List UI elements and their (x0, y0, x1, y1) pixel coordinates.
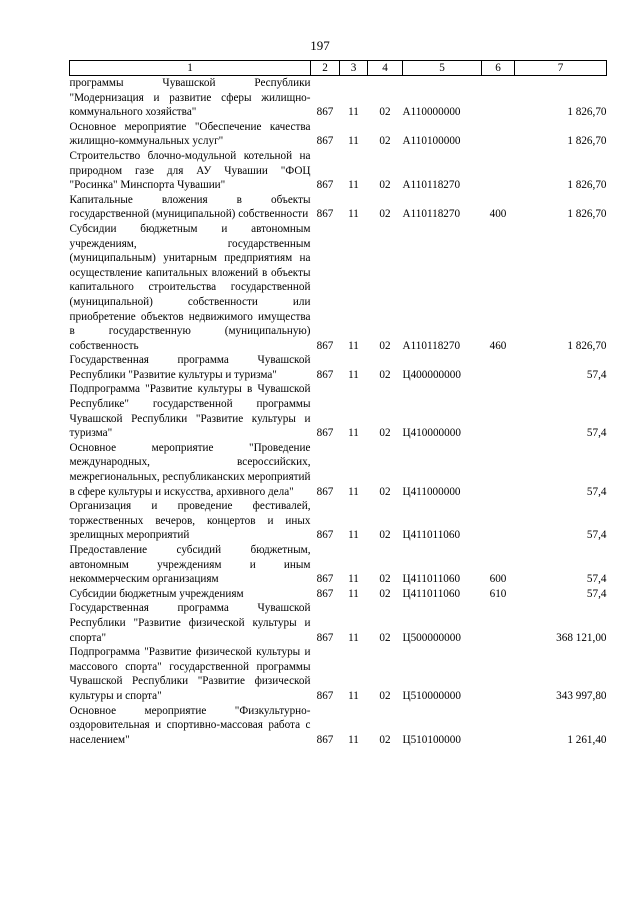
amount: 1 826,70 (567, 208, 607, 221)
item-description: Организация и проведение фестивалей, торжественных вечеров, концертов и иных зрелищных мероприятий (69, 500, 311, 542)
section-code: 11 (348, 208, 359, 221)
item-description: Государственная программа Чувашской Республики "Развитие культуры и туризма" (69, 354, 311, 381)
ministry-code: 867 (316, 587, 334, 600)
subsection-code: 02 (379, 733, 391, 746)
expense-type-code (482, 382, 515, 440)
subsection-code: 02 (379, 485, 391, 498)
item-description: программы Чувашской Республики "Модернизация и развитие сферы жилищно-коммунального хозяйства" (69, 77, 311, 119)
table-row (70, 441, 607, 499)
expense-type-code: 460 (489, 339, 507, 352)
subsection-code: 02 (379, 179, 391, 192)
ministry-code: 867 (316, 427, 334, 440)
subsection-code: 02 (379, 106, 391, 119)
column-header: 4 (368, 61, 403, 76)
section-code: 11 (348, 485, 359, 498)
item-description: Государственная программа Чувашской Республики "Развитие физической культуры и спорта" (69, 602, 311, 644)
ministry-code: 867 (316, 135, 334, 148)
item-description: Субсидии бюджетным учреждениям (69, 587, 244, 600)
section-code: 11 (348, 179, 359, 192)
subsection-code: 02 (379, 339, 391, 352)
section-code: 11 (348, 339, 359, 352)
section-code: 11 (348, 427, 359, 440)
item-description: Подпрограмма "Развитие культуры в Чувашской Республике" государственной программы Чувашской Республики "Развитие культуры и туризма" (69, 383, 311, 440)
target-article-code: Ц411011060 (402, 573, 461, 586)
subsection-code: 02 (379, 587, 391, 600)
item-description: Подпрограмма "Развитие физической культуры и массового спорта" государственной программы Чувашской Республики "Развитие физической культуры и спорта" (69, 646, 311, 702)
budget-table (69, 60, 607, 747)
item-description: Основное мероприятие "Обеспечение качества жилищно-коммунальных услуг" (69, 120, 311, 148)
ministry-code: 867 (316, 573, 334, 586)
amount: 57,4 (586, 485, 607, 498)
column-header: 7 (515, 61, 607, 76)
item-description: Субсидии бюджетным и автономным учреждениям, государственным (муниципальным) унитарным предприятиям на осуществление капитальных вложений в объекты капитального строительства государственной (муниципальной) собственности или приобретение объектов недвижимого имущества в государственную (муниципальную) собственность (69, 222, 311, 352)
subsection-code: 02 (379, 368, 391, 381)
page-number: 197 (310, 38, 330, 53)
column-header: 5 (403, 61, 482, 76)
target-article-code: Ц400000000 (402, 368, 461, 381)
amount: 57,4 (586, 368, 607, 381)
target-article-code: Ц411000000 (402, 485, 461, 498)
table-row (70, 76, 607, 120)
ministry-code: 867 (316, 179, 334, 192)
target-article-code: Ц510100000 (402, 733, 461, 746)
expense-type-code (482, 149, 515, 193)
section-code: 11 (348, 689, 359, 702)
section-code: 11 (348, 573, 359, 586)
expense-type-code (482, 704, 515, 748)
subsection-code: 02 (379, 631, 391, 644)
target-article-code: Ц500000000 (402, 631, 461, 644)
subsection-code: 02 (379, 689, 391, 702)
ministry-code: 867 (316, 733, 334, 746)
subsection-code: 02 (379, 208, 391, 221)
expense-type-code: 400 (489, 208, 507, 221)
expense-type-code (482, 76, 515, 120)
expense-type-code (482, 441, 515, 499)
table-row (70, 222, 607, 353)
amount: 1 826,70 (567, 106, 607, 119)
amount: 368 121,00 (556, 631, 607, 644)
column-header: 3 (340, 61, 368, 76)
expense-type-code (482, 601, 515, 645)
item-description: Строительство блочно-модульной котельной на природном газе для АУ Чувашии "ФОЦ "Росинка" Минспорта Чувашии" (69, 149, 311, 192)
amount: 57,4 (586, 529, 607, 542)
section-code: 11 (348, 733, 359, 746)
target-article-code: А110000000 (402, 106, 461, 119)
amount: 57,4 (586, 587, 607, 600)
amount: 1 826,70 (567, 339, 607, 352)
target-article-code: А110118270 (402, 339, 461, 352)
target-article-code: А110118270 (402, 179, 461, 192)
section-code: 11 (348, 106, 359, 119)
item-description: Предоставление субсидий бюджетным, автономным учреждениям и иным некоммерческим организациям (69, 544, 311, 586)
amount: 1 826,70 (567, 135, 607, 148)
table-body (70, 76, 607, 748)
table-row (70, 499, 607, 543)
table-row (70, 543, 607, 587)
expense-type-code: 600 (489, 573, 507, 586)
column-header: 1 (70, 61, 311, 76)
table-row (70, 704, 607, 748)
ministry-code: 867 (316, 631, 334, 644)
table-row (70, 382, 607, 440)
table-header-row (70, 61, 607, 76)
section-code: 11 (348, 368, 359, 381)
expense-type-code (482, 645, 515, 703)
item-description: Основное мероприятие "Проведение международных, всероссийских, межрегиональных, республиканских мероприятий в сфере культуры и искусства, архивного дела" (69, 441, 311, 498)
section-code: 11 (348, 587, 359, 600)
table-row (70, 601, 607, 645)
target-article-code: Ц411011060 (402, 529, 461, 542)
column-header: 6 (482, 61, 515, 76)
ministry-code: 867 (316, 339, 334, 352)
ministry-code: 867 (316, 529, 334, 542)
amount: 343 997,80 (556, 689, 607, 702)
ministry-code: 867 (316, 368, 334, 381)
table-row (70, 193, 607, 222)
subsection-code: 02 (379, 427, 391, 440)
item-description: Основное мероприятие "Физкультурно-оздоровительная и спортивно-массовая работа с населением" (69, 704, 311, 746)
subsection-code: 02 (379, 135, 391, 148)
table-row (70, 120, 607, 149)
target-article-code: А110100000 (402, 135, 461, 148)
subsection-code: 02 (379, 529, 391, 542)
table-row (70, 587, 607, 602)
column-header: 2 (311, 61, 340, 76)
item-description: Капитальные вложения в объекты государственной (муниципальной) собственности (69, 193, 311, 221)
ministry-code: 867 (316, 689, 334, 702)
table-row (70, 353, 607, 382)
expense-type-code (482, 499, 515, 543)
section-code: 11 (348, 135, 359, 148)
section-code: 11 (348, 529, 359, 542)
ministry-code: 867 (316, 106, 334, 119)
subsection-code: 02 (379, 573, 391, 586)
amount: 1 826,70 (567, 179, 607, 192)
table-row (70, 149, 607, 193)
expense-type-code (482, 353, 515, 382)
ministry-code: 867 (316, 485, 334, 498)
expense-type-code (482, 120, 515, 149)
ministry-code: 867 (316, 208, 334, 221)
expense-type-code: 610 (489, 587, 507, 600)
target-article-code: Ц411011060 (402, 587, 461, 600)
amount: 1 261,40 (567, 733, 607, 746)
amount: 57,4 (586, 573, 607, 586)
target-article-code: Ц510000000 (402, 689, 461, 702)
table-row (70, 645, 607, 703)
amount: 57,4 (586, 427, 607, 440)
target-article-code: Ц410000000 (402, 427, 461, 440)
section-code: 11 (348, 631, 359, 644)
target-article-code: А110118270 (402, 208, 461, 221)
